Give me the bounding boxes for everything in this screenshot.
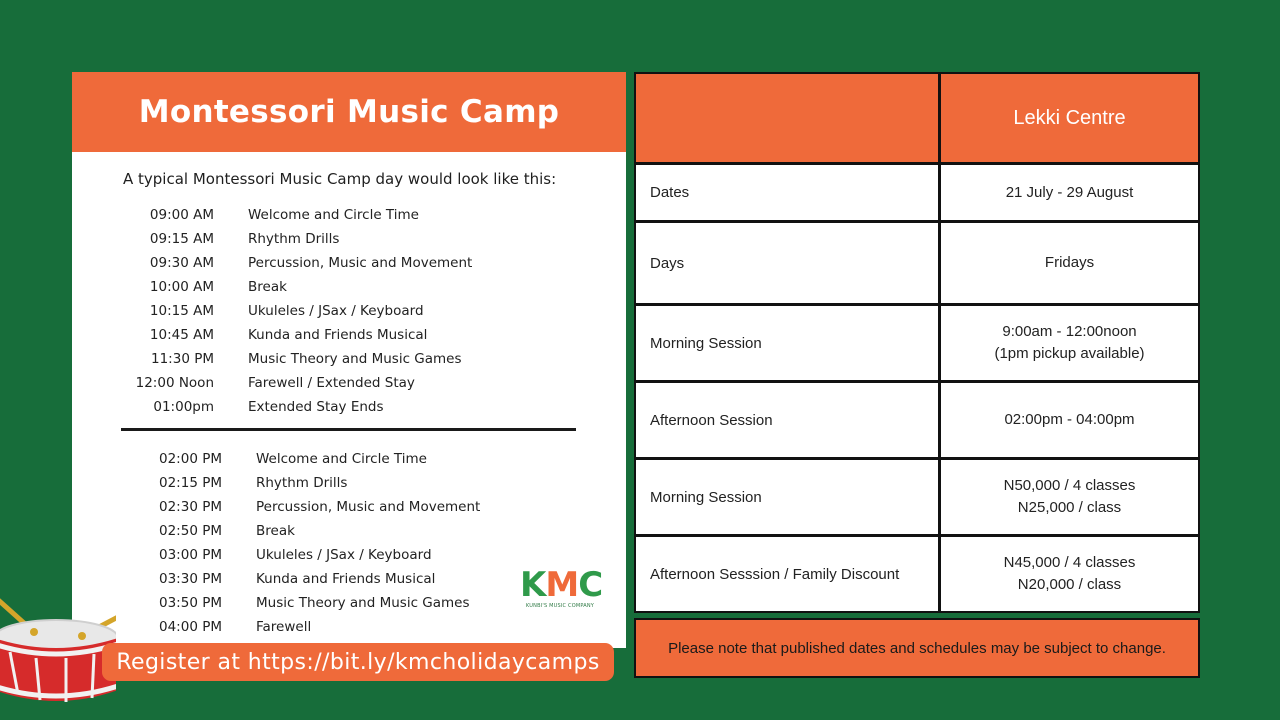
row-value-line: Fridays (1044, 254, 1095, 271)
schedule-time: 11:30 PM (151, 351, 214, 367)
logo-letter-m: M (545, 565, 579, 605)
row-value-line: 02:00pm - 04:00pm (1004, 411, 1135, 428)
row-value (941, 223, 1198, 303)
row-value-line: (1pm pickup available) (994, 345, 1145, 362)
row-value (941, 383, 1198, 457)
row-value (941, 460, 1198, 534)
schedule-note-inner (636, 620, 1198, 676)
schedule-activity: Music Theory and Music Games (248, 351, 462, 367)
row-label: Morning Session (636, 306, 938, 380)
schedule-time: 03:50 PM (159, 595, 222, 611)
schedule-activity: Percussion, Music and Movement (256, 499, 481, 515)
schedule-activity: Break (256, 523, 295, 539)
row-value-line: 21 July - 29 August (1005, 183, 1134, 201)
schedule-activity: Welcome and Circle Time (256, 451, 427, 467)
schedule-time: 10:15 AM (149, 303, 214, 319)
schedule-activity: Extended Stay Ends (248, 399, 384, 415)
row-value-line: 9:00am - 12:00noon (1002, 323, 1137, 340)
row-value (941, 537, 1198, 611)
row-label: Morning Session (636, 460, 938, 534)
table-header-centre: Lekki Centre (941, 74, 1198, 162)
register-banner[interactable] (102, 643, 614, 681)
schedule-time: 03:00 PM (159, 547, 222, 563)
schedule-intro: A typical Montessori Music Camp day would look like this: (123, 170, 557, 188)
schedule-time: 03:30 PM (159, 571, 222, 587)
schedule-header (72, 72, 626, 152)
row-label: Dates (636, 165, 938, 220)
logo-letters (520, 565, 603, 605)
schedule-time: 02:30 PM (159, 499, 222, 515)
logo-letter-c: C (578, 565, 603, 605)
row-value-line: N25,000 / class (1017, 499, 1122, 516)
schedule-card (72, 72, 626, 648)
schedule-note-text: Please note that published dates and schedules may be subject to change. (668, 639, 1166, 657)
drum-icon (0, 590, 116, 720)
row-label: Afternoon Sesssion / Family Discount (636, 537, 938, 611)
schedule-time: 02:00 PM (159, 451, 222, 467)
schedule-time: 10:45 AM (149, 327, 214, 343)
schedule-note (634, 618, 1200, 678)
schedule-divider (121, 428, 576, 431)
schedule-activity: Farewell / Extended Stay (248, 375, 415, 391)
page-title: Montessori Music Camp (138, 94, 560, 130)
schedule-time: 09:15 AM (149, 231, 214, 247)
table-header-blank (636, 74, 938, 162)
logo-letter-k: K (520, 565, 546, 605)
schedule-activity: Kunda and Friends Musical (256, 571, 436, 587)
row-value-line: N45,000 / 4 classes (1003, 554, 1136, 571)
schedule-time: 01:00pm (153, 399, 214, 415)
schedule-time: 04:00 PM (159, 619, 222, 635)
schedule-activity: Percussion, Music and Movement (248, 255, 473, 271)
camp-info-table (634, 72, 1200, 613)
row-label: Afternoon Session (636, 383, 938, 457)
schedule-activity: Break (248, 279, 287, 295)
row-value-line: N20,000 / class (1017, 576, 1122, 593)
schedule-activity: Music Theory and Music Games (256, 595, 470, 611)
schedule-activity: Welcome and Circle Time (248, 207, 419, 223)
schedule-time: 12:00 Noon (135, 375, 214, 391)
logo-subtitle: KUNBI'S MUSIC COMPANY (525, 603, 595, 609)
row-value-line: N50,000 / 4 classes (1003, 477, 1136, 494)
schedule-activity: Ukuleles / JSax / Keyboard (248, 303, 424, 319)
schedule-time: 10:00 AM (149, 279, 214, 295)
schedule-activity: Rhythm Drills (256, 475, 348, 491)
schedule-time: 09:00 AM (149, 207, 214, 223)
kmc-logo (520, 565, 603, 616)
schedule-activity: Ukuleles / JSax / Keyboard (256, 547, 432, 563)
schedule-time: 02:15 PM (159, 475, 222, 491)
schedule-time: 02:50 PM (159, 523, 222, 539)
schedule-activity: Farewell (256, 619, 312, 635)
schedule-activity: Rhythm Drills (248, 231, 340, 247)
row-value (941, 306, 1198, 380)
schedule-activity: Kunda and Friends Musical (248, 327, 428, 343)
schedule-time: 09:30 AM (149, 255, 214, 271)
row-value (941, 165, 1198, 220)
register-link[interactable]: Register at https://bit.ly/kmcholidaycamps (116, 649, 600, 675)
row-label: Days (636, 223, 938, 303)
